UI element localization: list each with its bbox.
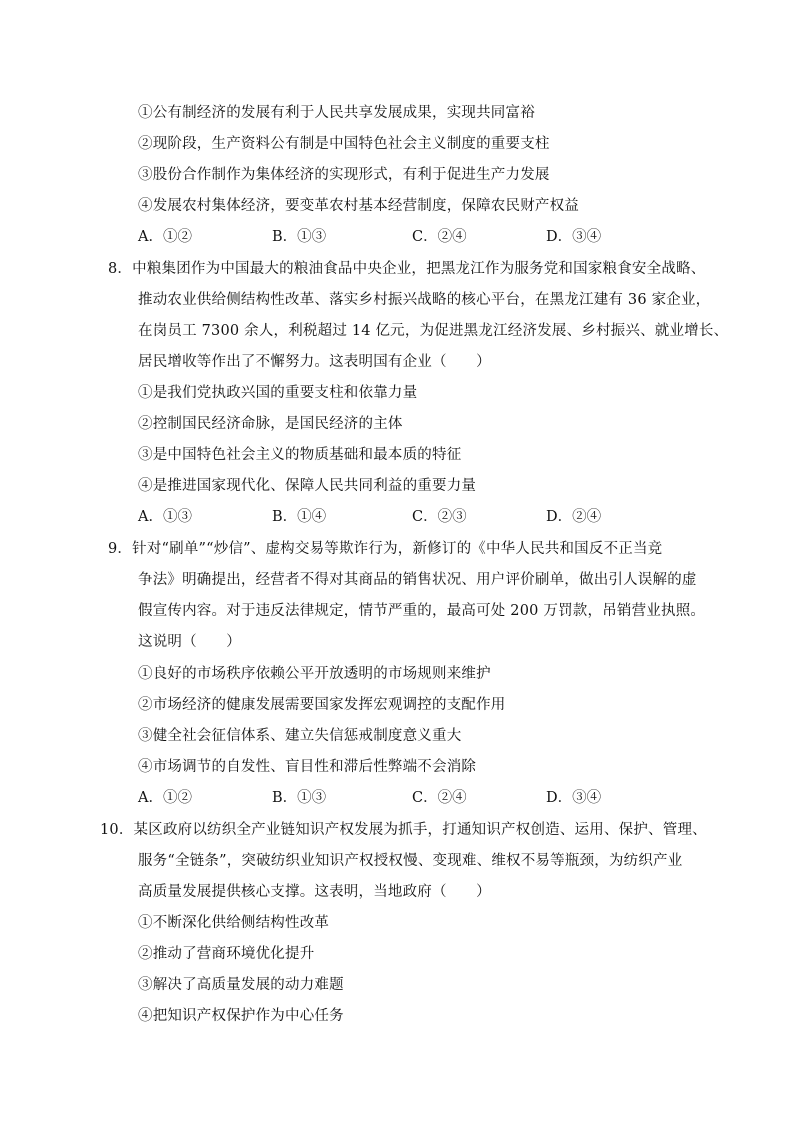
q8-option-1: ①是我们党执政兴国的重要支柱和依靠力量 [138,385,418,401]
q7-choice-b: B．①③ [272,229,327,245]
q7-choice-c: C．②④ [412,229,467,245]
q9-option-1: ①良好的市场秩序依赖公平开放透明的市场规则来维护 [138,666,491,682]
q10-option-1: ①不断深化供给侧结构性改革 [138,915,330,931]
q7-option-2: ②现阶段，生产资料公有制是中国特色社会主义制度的重要支柱 [138,136,550,152]
q9-stem-line-1: 9．针对“刷单”“炒信”、虚构交易等欺诈行为，新修订的《中华人民共和国反不正当竞 [108,541,663,557]
q8-choice-c: C．②③ [412,509,467,525]
q9-stem-line-4: 这说明（ ） [138,634,241,650]
q7-choice-d: D．③④ [546,229,602,245]
q7-option-4: ④发展农村集体经济，要变革农村基本经营制度，保障农民财产权益 [138,198,579,214]
q7-option-1: ①公有制经济的发展有利于人民共享发展成果，实现共同富裕 [138,105,535,121]
q8-stem-line-4: 居民增收等作出了不懈努力。这表明国有企业（ ） [138,354,491,370]
q9-choice-d: D．③④ [546,790,602,806]
q9-choice-c: C．②④ [412,790,467,806]
q8-option-3: ③是中国特色社会主义的物质基础和最本质的特征 [138,447,462,463]
q7-option-3: ③股份合作制作为集体经济的实现形式，有利于促进生产力发展 [138,167,550,183]
q9-option-4: ④市场调节的自发性、盲目性和滞后性弊端不会消除 [138,759,477,775]
q9-stem-line-2: 争法》明确提出，经营者不得对其商品的销售状况、用户评价刷单，做出引人误解的虚 [138,572,697,588]
q10-option-2: ②推动了营商环境优化提升 [138,946,315,962]
q10-stem-line-3: 高质量发展提供核心支撑。这表明，当地政府（ ） [138,884,491,900]
q9-choice-b: B．①③ [272,790,327,806]
q8-stem-line-2: 推动农业供给侧结构性改革、落实乡村振兴战略的核心平台，在黑龙江建有 36 家企业， [138,292,711,308]
q10-stem-line-1: 10．某区政府以纺织全产业链知识产权发展为抓手，打通知识产权创造、运用、保护、管理、 [100,822,707,838]
q9-stem-line-3: 假宣传内容。对于违反法律规定，情节严重的，最高可处 200 万罚款，吊销营业执照。 [138,603,706,619]
q8-choice-d: D．②④ [546,509,602,525]
q10-stem-line-2: 服务“全链条”，突破纺织业知识产权授权慢、变现难、维权不易等瓶颈，为纺织产业 [138,853,683,869]
q9-option-2: ②市场经济的健康发展需要国家发挥宏观调控的支配作用 [138,697,506,713]
q8-option-2: ②控制国民经济命脉，是国民经济的主体 [138,416,403,432]
q10-option-4: ④把知识产权保护作为中心任务 [138,1008,344,1024]
q9-choice-a: A．①② [138,790,192,806]
q8-stem-line-1: 8．中粮集团作为中国最大的粮油食品中央企业，把黑龙江作为服务党和国家粮食安全战略、 [108,261,706,277]
q9-option-3: ③健全社会征信体系、建立失信惩戒制度意义重大 [138,728,462,744]
q8-stem-line-3: 在岗员工 7300 余人，利税超过 14 亿元，为促进黑龙江经济发展、乡村振兴、就业增长、 [138,323,729,339]
q8-choice-a: A．①③ [138,509,192,525]
q7-choice-a: A．①② [138,229,192,245]
q10-option-3: ③解决了高质量发展的动力难题 [138,977,344,993]
q8-option-4: ④是推进国家现代化、保障人民共同利益的重要力量 [138,478,477,494]
q8-choice-b: B．①④ [272,509,327,525]
